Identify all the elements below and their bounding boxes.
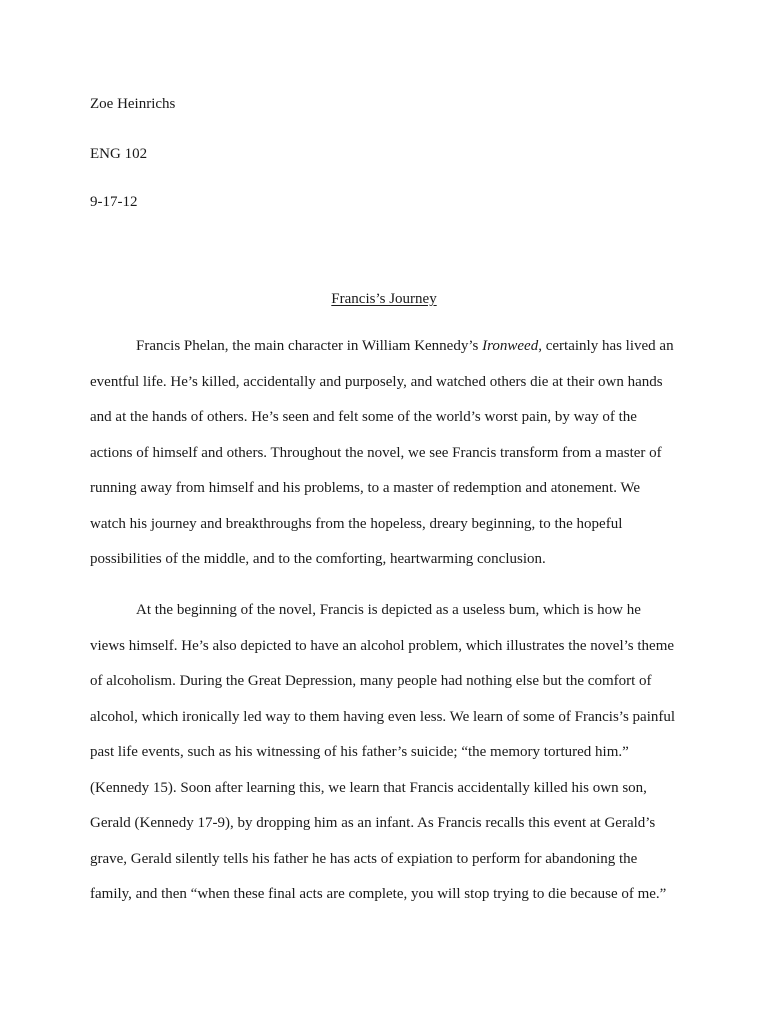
- author-name: Zoe Heinrichs: [90, 96, 176, 112]
- paragraph-2: [90, 601, 690, 921]
- paragraph-line: watch his journey and breakthroughs from the hopeless, dreary beginning, to the hopeful: [90, 515, 623, 532]
- paragraph-line: family, and then “when these final acts are complete, you will stop trying to die because of me.”: [90, 886, 667, 902]
- paragraph-line: and at the hands of others. He’s seen and felt some of the world’s worst pain, by way of the: [90, 409, 637, 425]
- paragraph-line: grave, Gerald silently tells his father he has acts of expiation to perform for abandoning the: [90, 850, 638, 867]
- paragraph-line: eventful life. He’s killed, accidentally and purposely, and watched others die at their own hands: [90, 373, 663, 390]
- paragraph-line: running away from himself and his problems, to a master of redemption and atonement. We: [90, 480, 641, 496]
- paragraph-line: Gerald (Kennedy 17-9), by dropping him as an infant. As Francis recalls this event at Gerald’s: [90, 815, 656, 831]
- essay-date: 9-17-12: [90, 194, 138, 210]
- paragraph-line: Francis Phelan, the main character in William Kennedy’s Ironweed, certainly has lived an: [136, 338, 674, 354]
- paragraph-line: (Kennedy 15). Soon after learning this, we learn that Francis accidentally killed his own son,: [90, 779, 647, 796]
- paragraph-1: [90, 337, 690, 586]
- paragraph-line: past life events, such as his witnessing of his father’s suicide; “the memory tortured him.”: [90, 744, 629, 760]
- book-title-italic: Ironweed: [482, 338, 539, 354]
- paragraph-line: possibilities of the middle, and to the comforting, heartwarming conclusion.: [90, 551, 546, 567]
- course-name: ENG 102: [90, 146, 148, 162]
- essay-title: Francis’s Journey: [331, 291, 437, 307]
- paragraph-line: of alcoholism. During the Great Depression, many people had nothing else but the comfort of: [90, 673, 652, 689]
- paragraph-line: At the beginning of the novel, Francis is depicted as a useless bum, which is how he: [136, 602, 641, 618]
- paragraph-line: alcohol, which ironically led way to them having even less. We learn of some of Francis’s painful: [90, 708, 676, 725]
- paragraph-line: actions of himself and others. Throughout the novel, we see Francis transform from a master of: [90, 444, 662, 461]
- paragraph-line: views himself. He’s also depicted to have an alcohol problem, which illustrates the novel’s theme: [90, 637, 675, 654]
